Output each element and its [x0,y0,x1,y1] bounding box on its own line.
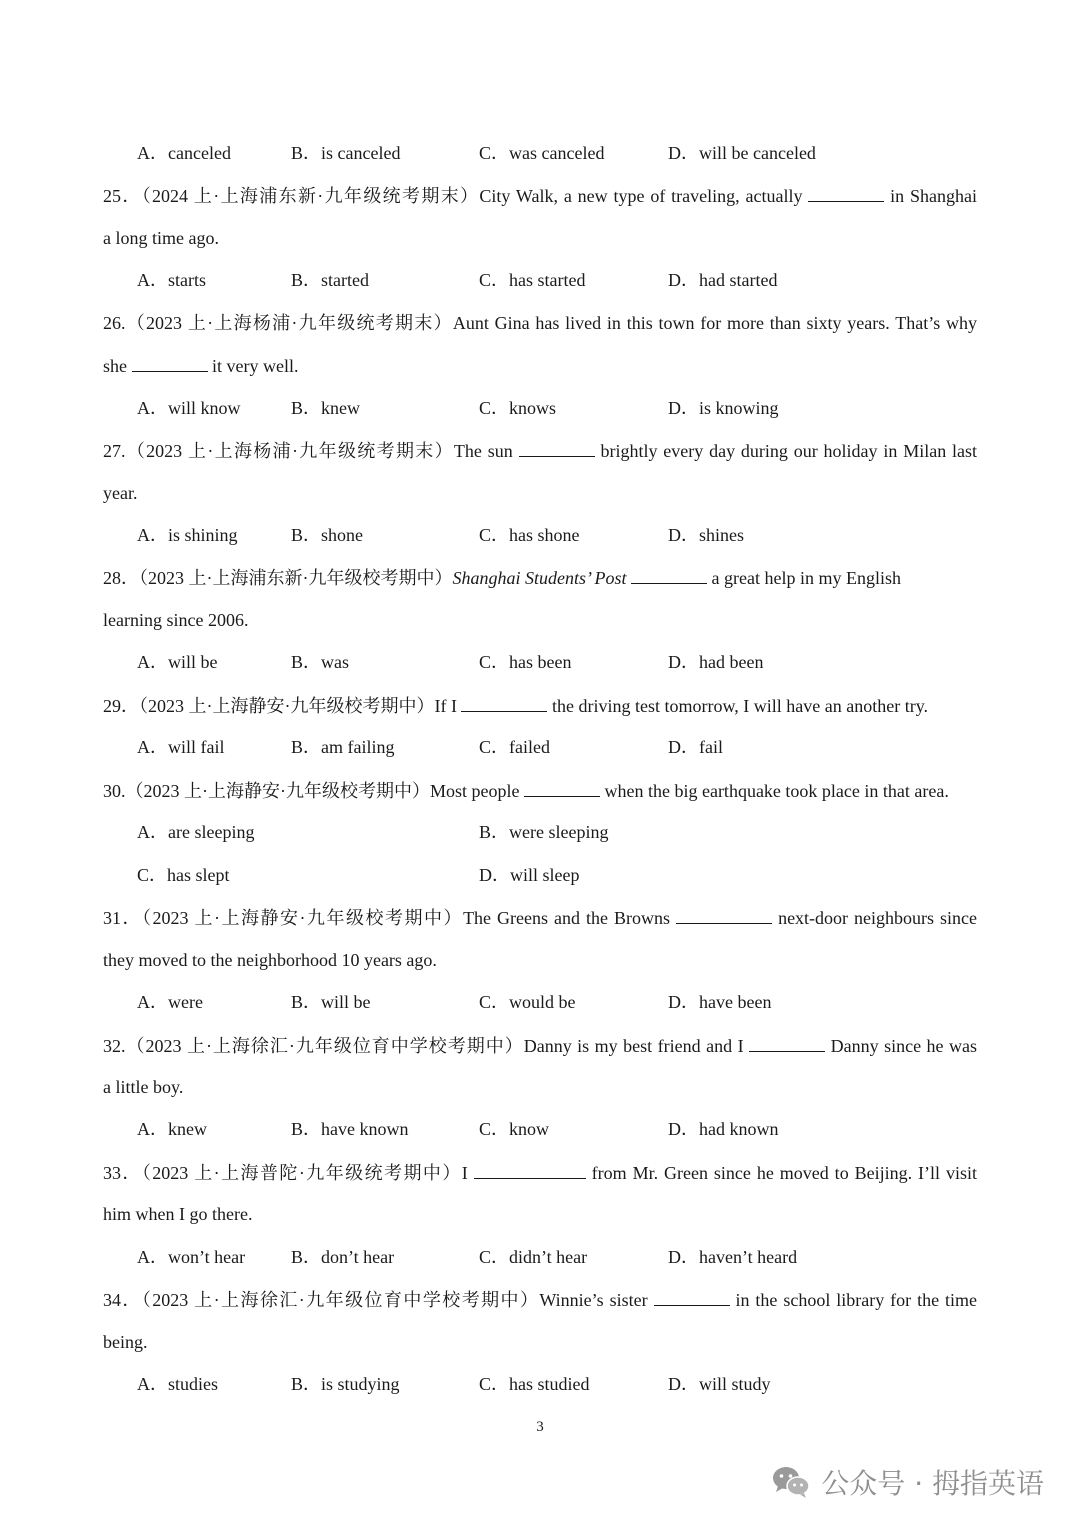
q31-option-a: A．were [137,992,203,1012]
q26-option-d: D．is knowing [668,398,779,418]
answer-blank [474,1161,586,1179]
q24-option-b: B．is canceled [291,143,401,163]
q24-option-d: D．will be canceled [668,143,816,163]
q25-stem-line2: a long time ago. [103,228,219,248]
q34-stem-line2: being. [103,1332,148,1352]
q26-option-a: A．will know [137,398,241,418]
answer-blank [519,439,595,457]
q33-stem-line1: 33．（2023 上·上海普陀·九年级统考期中）I from Mr. Green since he moved to Beijing. I’ll visit [103,1163,977,1183]
q26-option-b: B．knew [291,398,360,418]
q27-option-d: D．shines [668,525,744,545]
watermark-text: 公众号 · 拇指英语 [821,1467,1044,1500]
watermark [771,1462,1044,1502]
q25-option-b: B．started [291,270,369,290]
q31-option-d: D．have been [668,992,772,1012]
q30-option-b: B．were sleeping [479,822,609,842]
q29-option-d: D．fail [668,737,723,757]
q28-stem-line2: learning since 2006. [103,610,249,630]
answer-blank [524,779,600,797]
answer-blank [631,566,707,584]
q29-option-a: A．will fail [137,737,225,757]
q34-option-a: A．studies [137,1374,218,1394]
q29-option-c: C．failed [479,737,550,757]
q28-stem-line1: 28．（2023 上·上海浦东新·九年级校考期中）Shanghai Students’ Post a great help in my English [103,568,901,588]
q32-option-d: D．had known [668,1119,779,1139]
q31-option-c: C．would be [479,992,576,1012]
answer-blank [808,184,884,202]
q33-option-c: C．didn’t hear [479,1247,588,1267]
q31-stem-line2: they moved to the neighborhood 10 years ago. [103,950,437,970]
q29-stem-line1: 29．（2023 上·上海静安·九年级校考期中）If I the driving test tomorrow, I will have an another try. [103,696,929,716]
q28-option-a: A．will be [137,652,218,672]
q27-stem-line1: 27.（2023 上·上海杨浦·九年级统考期末）The sun brightly every day during our holiday in Milan last [103,441,978,461]
q33-stem-line2: him when I go there. [103,1204,253,1224]
q32-stem-line1: 32.（2023 上·上海徐汇·九年级位育中学校考期中）Danny is my best friend and I Danny since he was [103,1036,978,1056]
answer-blank [461,694,547,712]
q28-option-d: D．had been [668,652,764,672]
q31-stem-line1: 31．（2023 上·上海静安·九年级校考期中）The Greens and the Browns next-door neighbours since [103,908,978,928]
q30-stem-line1: 30.（2023 上·上海静安·九年级校考期中）Most people when the big earthquake took place in that area. [103,781,949,801]
q32-stem-line2: a little boy. [103,1077,184,1097]
q31-option-b: B．will be [291,992,371,1012]
newspaper-title: Shanghai Students’ Post [452,568,627,588]
q27-option-b: B．shone [291,525,363,545]
answer-blank [654,1288,730,1306]
q24-option-a: A．canceled [137,143,231,163]
q28-option-c: C．has been [479,652,572,672]
q26-stem-line1: 26.（2023 上·上海杨浦·九年级统考期末）Aunt Gina has lived in this town for more than sixty years. That’s why [103,313,977,333]
q25-option-d: D．had started [668,270,778,290]
q29-option-b: B．am failing [291,737,395,757]
q32-option-b: B．have known [291,1119,409,1139]
q33-option-d: D．haven’t heard [668,1247,798,1267]
q34-option-b: B．is studying [291,1374,400,1394]
q34-option-c: C．has studied [479,1374,590,1394]
answer-blank [676,906,772,924]
q30-option-d: D．will sleep [479,865,580,885]
answer-blank [132,354,208,372]
q30-option-c: C．has slept [137,865,230,885]
q27-stem-line2: year. [103,483,138,503]
q25-option-a: A．starts [137,270,206,290]
q34-option-d: D．will study [668,1374,771,1394]
q24-option-c: C．was canceled [479,143,605,163]
q28-option-b: B．was [291,652,349,672]
answer-blank [749,1034,825,1052]
q27-option-c: C．has shone [479,525,580,545]
q25-option-c: C．has started [479,270,586,290]
q33-option-a: A．won’t hear [137,1247,246,1267]
wechat-icon [771,1465,811,1499]
q30-option-a: A．are sleeping [137,822,255,842]
q32-option-c: C．know [479,1119,550,1139]
q27-option-a: A．is shining [137,525,238,545]
q33-option-b: B．don’t hear [291,1247,395,1267]
q32-option-a: A．knew [137,1119,207,1139]
q25-stem-line1: 25．（2024 上·上海浦东新·九年级统考期末）City Walk, a new type of traveling, actually in Shanghai [103,186,978,206]
q26-stem-line2: she it very well. [103,356,299,376]
q26-option-c: C．knows [479,398,557,418]
page-number: 3 [536,1419,544,1435]
q34-stem-line1: 34．（2023 上·上海徐汇·九年级位育中学校考期中）Winnie’s sister in the school library for the time [103,1290,978,1310]
